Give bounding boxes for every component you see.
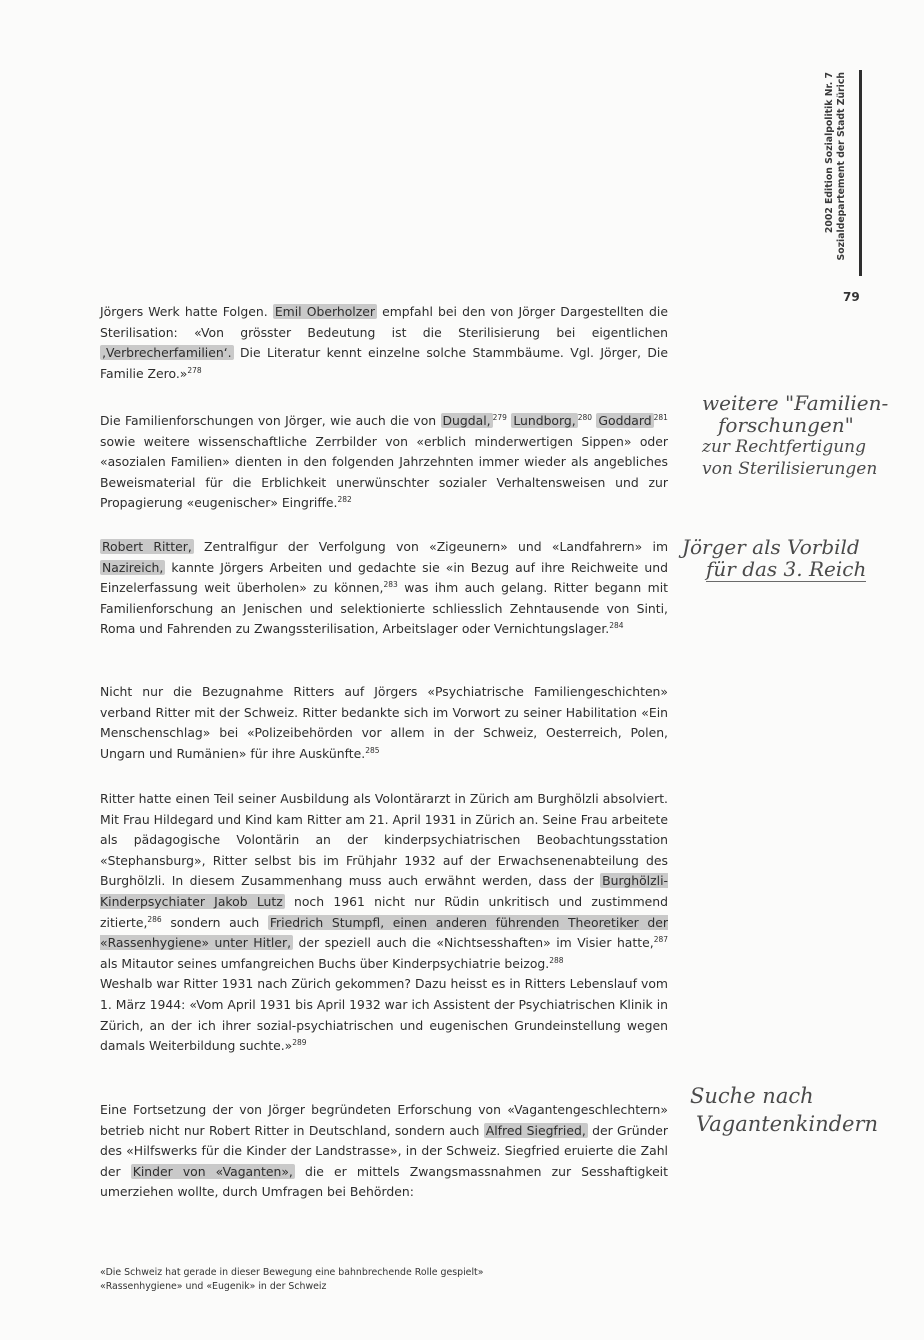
footer-line-2: «Rassenhygiene» und «Eugenik» in der Schweiz	[100, 1281, 327, 1292]
text-run: Nicht nur die Bezugnahme Ritters auf Jörgers «Psychiatrische Familiengeschichten» verband Ritter mit der Schweiz. Ritter bedankte sich im Vorwort zu seiner Habilitation «Ein Menschenschlag» bei «Polizeibehörden vor allem in der Schweiz, Oesterreich, Polen, Ungarn und Rumänien» für ihre Auskünfte.	[100, 684, 668, 761]
highlight-verbrecherfamilien: ‚Verbrecherfamilien‘.	[102, 345, 232, 361]
highlight-lundborg: Lundborg,	[513, 413, 576, 428]
footnote-ref: 289	[292, 1038, 307, 1048]
text-run: Die Familienforschungen von Jörger, wie auch die von	[100, 413, 437, 428]
text-run: Eine Fortsetzung der von Jörger begründeten Erforschung von «Vagantengeschlechtern» betrieb nicht nur Robert Ritter in Deutschland, sondern auch	[100, 1102, 668, 1138]
footnote-ref: 280	[577, 413, 593, 422]
running-header	[824, 70, 864, 278]
highlight-alfred-siegfried: Alfred Siegfried,	[485, 1122, 586, 1138]
text-run: kannte Jörgers Arbeiten und gedachte sie «in Bezug auf ihre Reichweite und Einzelerfassung weit überholen» zu können,	[100, 559, 668, 596]
running-header-text	[824, 70, 864, 278]
text-run: noch 1961 nicht nur Rüdin unkritisch und zustimmend zitierte,	[100, 893, 668, 930]
note-line: Vagantenkindern	[696, 1112, 879, 1136]
paragraph-4	[100, 682, 668, 764]
department-label: Sozialdepartement der Stadt Zürich	[836, 72, 847, 261]
handwritten-note-vagantenkinder	[690, 1082, 878, 1138]
note-line: Suche nach	[690, 1084, 814, 1108]
text-run: was ihm auch gelang. Ritter begann mit Familienforschung an Jenischen und selektionierte schliesslich Zehntausende von Sinti, Roma und Fahrenden zu Zwangssterilisation, Arbeitslager oder Vernichtungslager.	[100, 580, 669, 637]
handwritten-note-familienforschungen	[702, 392, 888, 480]
highlight-stumpfl: Friedrich Stumpfl, einen anderen führenden Theoretiker der «Rassenhygiene» unter Hitler,	[100, 914, 668, 951]
paragraph-6	[100, 1100, 668, 1203]
paragraph-3	[100, 537, 668, 640]
text-run: Jörgers Werk hatte Folgen.	[100, 304, 268, 319]
handwritten-note-vorbild	[682, 536, 866, 582]
footnote-ref: 282	[337, 495, 352, 505]
highlight-oberholzer: Emil Oberholzer	[274, 304, 375, 319]
footnote-ref: 283	[383, 580, 398, 590]
text-run: sowie weitere wissenschaftliche Zerrbilder von «erblich minderwertigen Sippen» oder «asozialen Familien» dienten in den folgenden Jahrzehnten immer wieder als angebliches Beweismaterial für die Erblichkeit unerwünschter sozialer Verhaltensweisen und zur Propagierung «eugenischer» Eingriffe.	[100, 433, 668, 511]
page-number: 79	[843, 290, 860, 304]
text-run: Zentralfigur der Verfolgung von «Zigeunern» und «Landfahrern» im	[193, 539, 669, 554]
header-rule	[859, 70, 862, 276]
note-line: weitere "Familien-	[702, 391, 889, 415]
footnote-ref: 285	[365, 745, 380, 755]
highlight-nazireich: Nazireich,	[102, 559, 164, 575]
note-line: zur Rechtfertigung	[702, 437, 867, 457]
footnote-ref: 288	[549, 955, 564, 965]
footnote-ref: 286	[147, 914, 162, 924]
highlight-dugdal: Dugdal,	[442, 413, 491, 428]
note-line: Jörger als Vorbild	[682, 535, 860, 559]
text-run: Weshalb war Ritter 1931 nach Zürich gekommen? Dazu heisst es in Ritters Lebenslauf vom 1. März 1944: «Vom April 1931 bis April 1932 war ich Assistent der Psychiatrischen Klinik in Zürich, an der ich ihrer sozial-psychiatrischen und eugenischen Grundeinstellung wegen damals Weiterbildung suchte.»	[100, 976, 668, 1054]
footer-line-1: «Die Schweiz hat gerade in dieser Bewegung eine bahnbrechende Rolle gespielt»	[100, 1267, 484, 1278]
text-run: als Mitautor seines umfangreichen Buchs über Kinderpsychiatrie beizog.	[100, 955, 550, 971]
footnote-ref: 278	[187, 365, 202, 375]
text-run: der Gründer des «Hilfswerks für die Kinder der Landstrasse», in der Schweiz. Siegfried eruierte die Zahl der	[100, 1122, 668, 1179]
text-run: empfahl bei den von Jörger Dargestellten die Sterilisation: «Von grösster Bedeutung ist die Sterilisierung bei eigentlichen	[100, 304, 668, 340]
note-line: forschungen"	[718, 413, 854, 437]
highlight-goddard: Goddard	[598, 413, 652, 428]
paragraph-1	[100, 302, 668, 384]
highlight-robert-ritter: Robert Ritter,	[102, 539, 192, 554]
text-run: Ritter hatte einen Teil seiner Ausbildung als Volontärarzt in Zürich am Burghölzli absolviert. Mit Frau Hildegard und Kind kam Ritter am 21. April 1931 in Zürich an. Seine Frau arbeitete als pädagogische Volontärin an der kinderpsychiatrischen Beobachtungsstation «Stephansburg», Ritter selbst bis im Frühjahr 1932 auf der Erwachsenenabteilung des Burghölzli. In diesem Zusammenhang muss auch erwähnt werden, dass der	[100, 791, 668, 889]
note-line: von Sterilisierungen	[702, 459, 878, 479]
footnote-ref: 281	[653, 413, 668, 422]
text-run: sondern auch	[161, 914, 260, 930]
paragraph-5	[100, 789, 668, 1057]
page-footer	[100, 1266, 483, 1294]
text-run: Die Literatur kennt einzelne solche Stammbäume. Vgl. Jörger, Die Familie Zero.»	[100, 345, 668, 381]
footnote-ref: 287	[653, 935, 669, 945]
edition-label: 2002 Edition Sozialpolitik Nr. 7	[824, 72, 835, 234]
footnote-ref: 284	[609, 621, 624, 631]
note-line: für das 3. Reich	[706, 557, 867, 581]
text-run: der speziell auch die «Nichtsesshaften» im Visier hatte,	[293, 935, 654, 951]
paragraph-2	[100, 411, 668, 514]
footnote-ref: 279	[492, 413, 507, 422]
text-run: die er mittels Zwangsmassnahmen zur Sesshaftigkeit umerziehen wollte, durch Umfragen bei Behörden:	[100, 1163, 668, 1200]
highlight-kinder-von-vaganten: Kinder von «Vaganten»,	[132, 1163, 293, 1179]
highlight-jakob-lutz: Burghölzli-Kinderpsychiater Jakob Lutz	[100, 873, 668, 909]
